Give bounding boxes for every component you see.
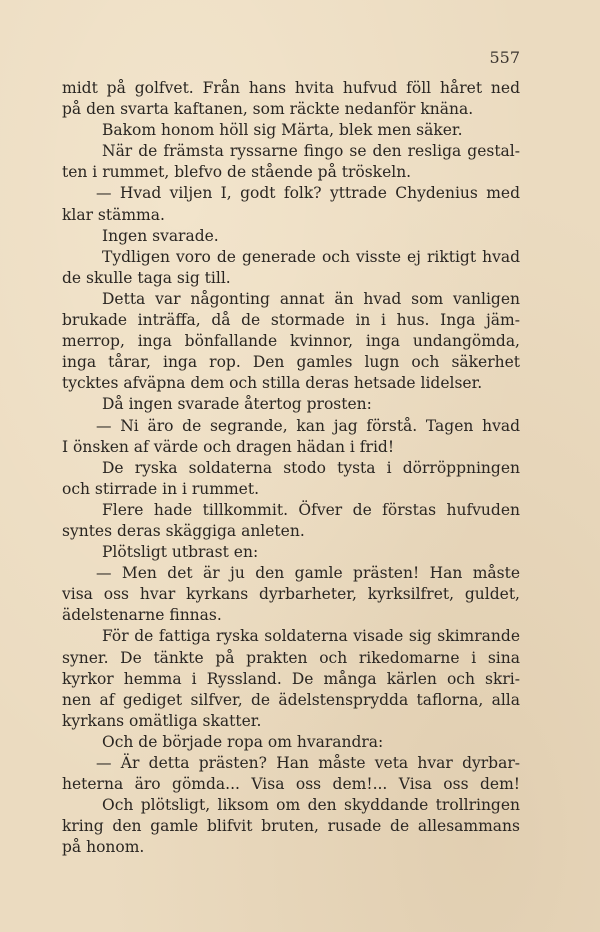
page-number: 557 bbox=[489, 48, 520, 67]
text-line: Ingen svarade. bbox=[102, 226, 219, 245]
text-line: på den svarta kaftanen, som räckte nedanför knäna. bbox=[62, 100, 474, 119]
text-line: de skulle taga sig till. bbox=[62, 268, 231, 287]
text-line: Flere hade tillkommit. Öfver de förstas hufvuden bbox=[102, 500, 520, 519]
text-line: — Ni äro de segrande, kan jag förstå. Tagen hvad bbox=[96, 416, 520, 435]
body-text bbox=[62, 78, 520, 858]
text-line: Bakom honom höll sig Märta, blek men säker. bbox=[102, 121, 463, 140]
text-line: Och de började ropa om hvarandra: bbox=[102, 732, 384, 751]
text-line: kring den gamle blifvit bruten, rusade de allesammans bbox=[62, 817, 520, 836]
text-line: ädelstenarne finnas. bbox=[62, 606, 222, 625]
text-line: ten i rummet, blefvo de stående på tröskeln. bbox=[62, 163, 412, 182]
text-line: och stirrade in i rummet. bbox=[62, 479, 260, 498]
text-line: syntes deras skäggiga anleten. bbox=[62, 521, 305, 540]
text-line: kyrkans omätliga skatter. bbox=[62, 711, 262, 730]
text-line: De ryska soldaterna stodo tysta i dörröppningen bbox=[102, 458, 520, 477]
text-line: visa oss hvar kyrkans dyrbarheter, kyrksilfret, guldet, bbox=[62, 585, 520, 604]
text-line: på honom. bbox=[62, 838, 145, 857]
text-line: inga tårar, inga rop. Den gamles lugn och säkerhet bbox=[62, 353, 520, 372]
text-line: Detta var någonting annat än hvad som vanligen bbox=[102, 289, 520, 308]
text-line: — Hvad viljen I, godt folk? yttrade Chydenius med bbox=[96, 184, 520, 203]
text-line: syner. De tänkte på prakten och rikedomarne i sina bbox=[62, 648, 520, 667]
text-line: klar stämma. bbox=[62, 205, 165, 224]
text-line: Plötsligt utbrast en: bbox=[102, 543, 259, 562]
text-line: — Men det är ju den gamle prästen! Han måste bbox=[96, 564, 520, 583]
text-line: midt på golfvet. Från hans hvita hufvud föll håret ned bbox=[62, 79, 520, 97]
text-line: nen af gediget silfver, de ädelstensprydda taflorna, alla bbox=[62, 690, 520, 709]
text-line: brukade inträffa, då de stormade in i hus. Inga jäm- bbox=[62, 311, 520, 330]
text-line: Tydligen voro de generade och visste ej riktigt hvad bbox=[102, 247, 520, 266]
text-line: För de fattiga ryska soldaterna visade sig skimrande bbox=[102, 627, 520, 646]
text-line: När de främsta ryssarne fingo se den resliga gestal- bbox=[102, 142, 520, 161]
text-line: Då ingen svarade återtog prosten: bbox=[102, 395, 372, 414]
text-line: — Är detta prästen? Han måste veta hvar dyrbar- bbox=[96, 754, 520, 772]
text-line: heterna äro gömda... Visa oss dem!... Visa oss dem! bbox=[62, 775, 520, 794]
text-line: Och plötsligt, liksom om den skyddande trollringen bbox=[102, 796, 520, 815]
text-line: kyrkor hemma i Ryssland. De många kärlen och skri- bbox=[62, 669, 520, 688]
text-line: tycktes afväpna dem och stilla deras hetsade lidelser. bbox=[62, 374, 483, 393]
text-line: I önsken af värde och dragen hädan i frid! bbox=[62, 437, 395, 456]
text-line: merrop, inga bönfallande kvinnor, inga undangömda, bbox=[62, 332, 520, 351]
